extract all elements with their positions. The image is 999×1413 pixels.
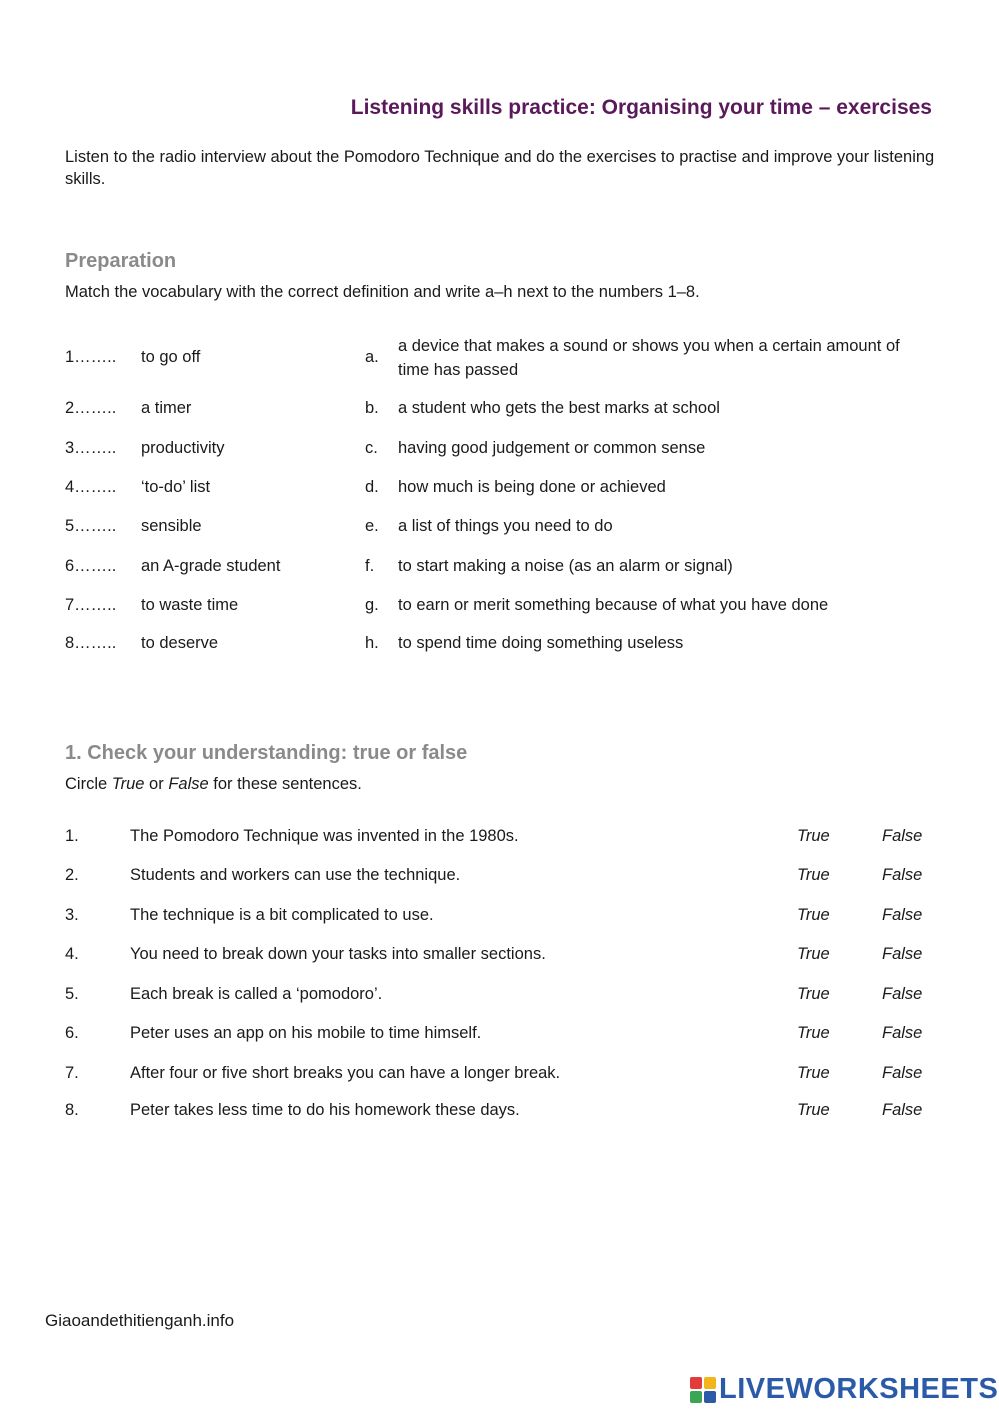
false-option[interactable]: False xyxy=(882,866,923,884)
tf-number: 8. xyxy=(65,1101,79,1119)
vocab-word: a timer xyxy=(141,399,192,417)
tf-number: 5. xyxy=(65,985,79,1003)
definition-letter: e. xyxy=(365,517,379,535)
tf-sentence: Each break is called a ‘pomodoro’. xyxy=(130,985,383,1003)
tf-number: 3. xyxy=(65,906,79,924)
vocab-number[interactable]: 1…….. xyxy=(65,348,117,366)
definition-text: to start making a noise (as an alarm or signal) xyxy=(398,557,733,575)
definition-text: having good judgement or common sense xyxy=(398,439,706,457)
vocab-word: ‘to-do’ list xyxy=(141,478,211,496)
definition-text: a student who gets the best marks at school xyxy=(398,399,720,417)
check-instruction xyxy=(65,775,362,794)
vocab-number[interactable]: 7…….. xyxy=(65,596,117,614)
intro-text: Listen to the radio interview about the Pomodoro Technique and do the exercises to practise and improve your listening skills. xyxy=(65,148,935,188)
vocab-word: to go off xyxy=(141,348,201,366)
false-option[interactable]: False xyxy=(882,1101,923,1119)
brand-name: LIVEWORKSHEETS xyxy=(719,1373,999,1405)
false-option[interactable]: False xyxy=(882,945,923,963)
tf-sentence: Peter uses an app on his mobile to time himself. xyxy=(130,1024,482,1042)
true-option[interactable]: True xyxy=(797,1101,830,1119)
false-option[interactable]: False xyxy=(882,906,923,924)
tf-sentence: Peter takes less time to do his homework these days. xyxy=(130,1101,520,1119)
definition-text: to spend time doing something useless xyxy=(398,634,684,652)
vocab-number[interactable]: 5…….. xyxy=(65,517,117,535)
tf-number: 7. xyxy=(65,1064,79,1082)
vocab-number[interactable]: 3…….. xyxy=(65,439,117,457)
true-option[interactable]: True xyxy=(797,906,830,924)
definition-letter: h. xyxy=(365,634,379,652)
definition-letter: f. xyxy=(365,557,375,575)
tf-number: 6. xyxy=(65,1024,79,1042)
definition-text: a device that makes a sound or shows you when a certain amount of time has passed xyxy=(398,337,900,379)
vocab-number[interactable]: 6…….. xyxy=(65,557,117,575)
definition-text: how much is being done or achieved xyxy=(398,478,666,496)
tf-number: 1. xyxy=(65,827,79,845)
instruction-text: or xyxy=(144,775,169,793)
true-option[interactable]: True xyxy=(797,866,830,884)
false-option[interactable]: False xyxy=(882,1024,923,1042)
definition-letter: d. xyxy=(365,478,379,496)
preparation-instruction: Match the vocabulary with the correct definition and write a–h next to the numbers 1–8. xyxy=(65,283,700,301)
true-option[interactable]: True xyxy=(797,945,830,963)
page-title: Listening skills practice: Organising your time – exercises xyxy=(350,96,932,119)
definition-letter: c. xyxy=(365,439,378,457)
true-option[interactable]: True xyxy=(797,1024,830,1042)
vocab-word: sensible xyxy=(141,517,202,535)
instruction-true-word: True xyxy=(111,775,145,793)
vocab-word: productivity xyxy=(141,439,225,457)
definition-text: a list of things you need to do xyxy=(398,517,613,535)
definition-letter: b. xyxy=(365,399,379,417)
vocab-word: to deserve xyxy=(141,634,219,652)
definition-text: to earn or merit something because of what you have done xyxy=(398,596,829,614)
footer-site-text: Giaoandethitienganh.info xyxy=(45,1311,235,1330)
instruction-text: for these sentences. xyxy=(208,775,362,793)
preparation-heading: Preparation xyxy=(65,250,177,272)
vocab-word: to waste time xyxy=(141,596,239,614)
tf-sentence: Students and workers can use the technique. xyxy=(130,866,461,884)
false-option[interactable]: False xyxy=(882,1064,923,1082)
liveworksheets-brand[interactable] xyxy=(690,1373,998,1406)
tf-sentence: After four or five short breaks you can have a longer break. xyxy=(130,1064,561,1082)
instruction-text: Circle xyxy=(65,775,112,793)
instruction-false-word: False xyxy=(168,775,209,793)
tf-number: 2. xyxy=(65,866,79,884)
vocab-number[interactable]: 8…….. xyxy=(65,634,117,652)
tf-number: 4. xyxy=(65,945,79,963)
true-option[interactable]: True xyxy=(797,827,830,845)
false-option[interactable]: False xyxy=(882,985,923,1003)
liveworksheets-logo-icon xyxy=(690,1377,716,1403)
false-option[interactable]: False xyxy=(882,827,923,845)
vocab-number[interactable]: 4…….. xyxy=(65,478,117,496)
definition-letter: a. xyxy=(365,348,379,366)
tf-sentence: The Pomodoro Technique was invented in the 1980s. xyxy=(130,827,519,845)
tf-sentence: The technique is a bit complicated to use. xyxy=(130,906,434,924)
true-option[interactable]: True xyxy=(797,1064,830,1082)
tf-sentence: You need to break down your tasks into smaller sections. xyxy=(130,945,546,963)
definition-letter: g. xyxy=(365,596,379,614)
check-understanding-heading: 1. Check your understanding: true or false xyxy=(65,742,468,764)
true-option[interactable]: True xyxy=(797,985,830,1003)
vocab-word: an A-grade student xyxy=(141,557,281,575)
vocab-number[interactable]: 2…….. xyxy=(65,399,117,417)
